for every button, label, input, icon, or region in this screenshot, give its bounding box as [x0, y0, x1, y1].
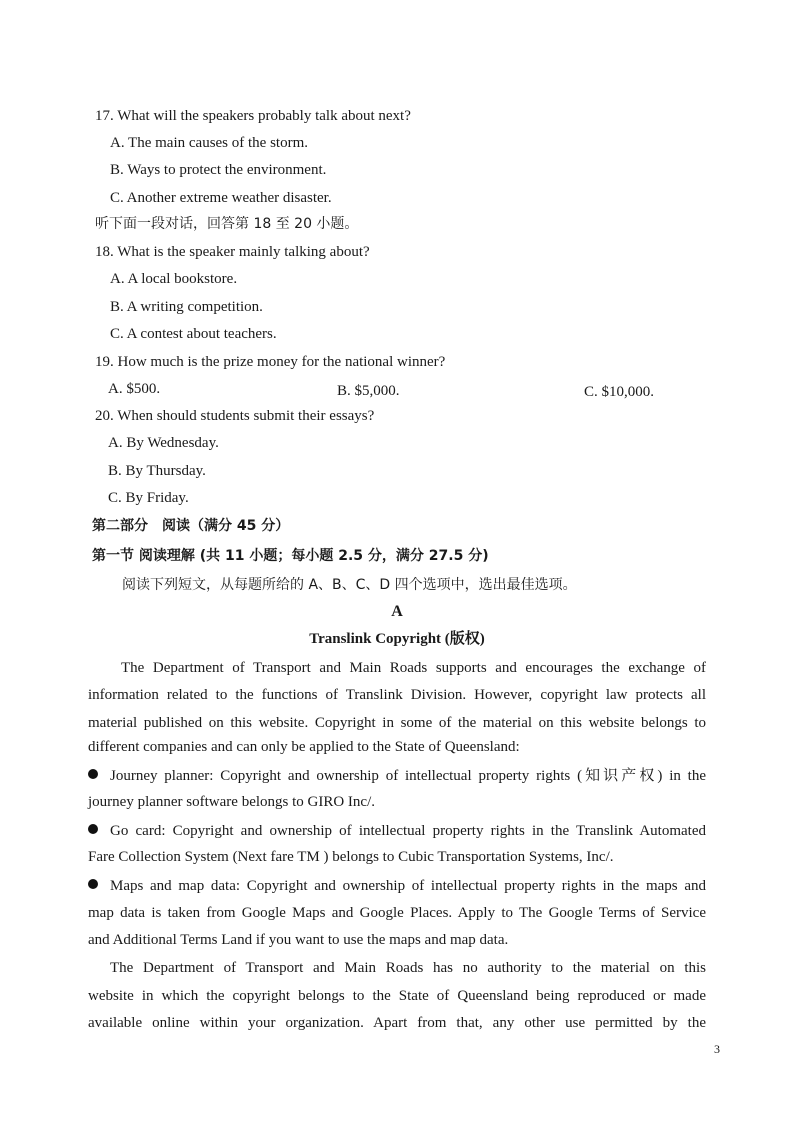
passage-letter: A	[391, 603, 403, 620]
q19-option-b: B. $5,000.	[337, 383, 400, 399]
q20-option-a: A. By Wednesday.	[108, 435, 219, 451]
reading-instruction: 阅读下列短文，从每题所给的 A、B、C、D 四个选项中，选出最佳选项。	[122, 577, 577, 593]
instruction-18-20: 听下面一段对话，回答第 18 至 20 小题。	[95, 216, 359, 232]
bullet-maps-line-1: Maps and map data: Copyright and ownership of intellectual property rights in the maps and	[88, 876, 706, 896]
q18-option-c: C. A contest about teachers.	[110, 326, 277, 342]
page-number: 3	[714, 1042, 720, 1056]
q19-option-a: A. $500.	[108, 381, 161, 397]
bullet-go-card-line-1: Go card: Copyright and ownership of intellectual property rights in the Translink Automated	[88, 821, 706, 841]
bullet-go-card-line-2: Fare Collection System (Next fare TM ) belongs to Cubic Transportation Systems, Inc/.	[88, 849, 614, 865]
bullet-journey-planner-line-1: Journey planner: Copyright and ownership of intellectual property rights (知识产权) in the	[88, 766, 706, 786]
bullet-maps-line-3: and Additional Terms Land if you want to use the maps and map data.	[88, 932, 509, 948]
q20-option-c: C. By Friday.	[108, 490, 189, 506]
section-one-heading: 第一节 阅读理解 (共 11 小题；每小题 2.5 分，满分 27.5 分)	[92, 548, 489, 564]
question-18: 18. What is the speaker mainly talking about?	[95, 244, 370, 260]
q19-option-c: C. $10,000.	[584, 384, 655, 400]
q18-option-a: A. A local bookstore.	[110, 271, 238, 287]
q17-option-a: A. The main causes of the storm.	[110, 135, 309, 151]
para1-line-1: The Department of Transport and Main Roads supports and encourages the exchange of	[121, 660, 706, 676]
q17-option-c: C. Another extreme weather disaster.	[110, 190, 332, 206]
question-19: 19. How much is the prize money for the national winner?	[95, 354, 446, 370]
part-two-heading: 第二部分 阅读（满分 45 分）	[92, 518, 290, 534]
para2-line-1: The Department of Transport and Main Roads has no authority to the material on this	[110, 960, 706, 976]
bullet-maps-line-2: map data is taken from Google Maps and Google Places. Apply to The Google Terms of Service	[88, 905, 706, 921]
q17-option-b: B. Ways to protect the environment.	[110, 162, 327, 178]
question-17: 17. What will the speakers probably talk about next?	[95, 108, 411, 124]
passage-title: Translink Copyright (版权)	[309, 631, 485, 647]
para2-line-2: website in which the copyright belongs to the State of Queensland being reproduced or made	[88, 988, 706, 1004]
bullet-journey-planner-line-2: journey planner software belongs to GIRO Inc/.	[88, 794, 376, 810]
para2-line-3: available online within your organization. Apart from that, any other use permitted by the	[88, 1015, 706, 1031]
q18-option-b: B. A writing competition.	[110, 299, 263, 315]
para1-line-2: information related to the functions of Translink Division. However, copyright law protects all	[88, 687, 706, 703]
para1-line-3: material published on this website. Copyright in some of the material on this website belongs to	[88, 715, 706, 731]
para1-line-4: different companies and can only be applied to the State of Queensland:	[88, 739, 520, 755]
q20-option-b: B. By Thursday.	[108, 463, 206, 479]
question-20: 20. When should students submit their essays?	[95, 408, 375, 424]
